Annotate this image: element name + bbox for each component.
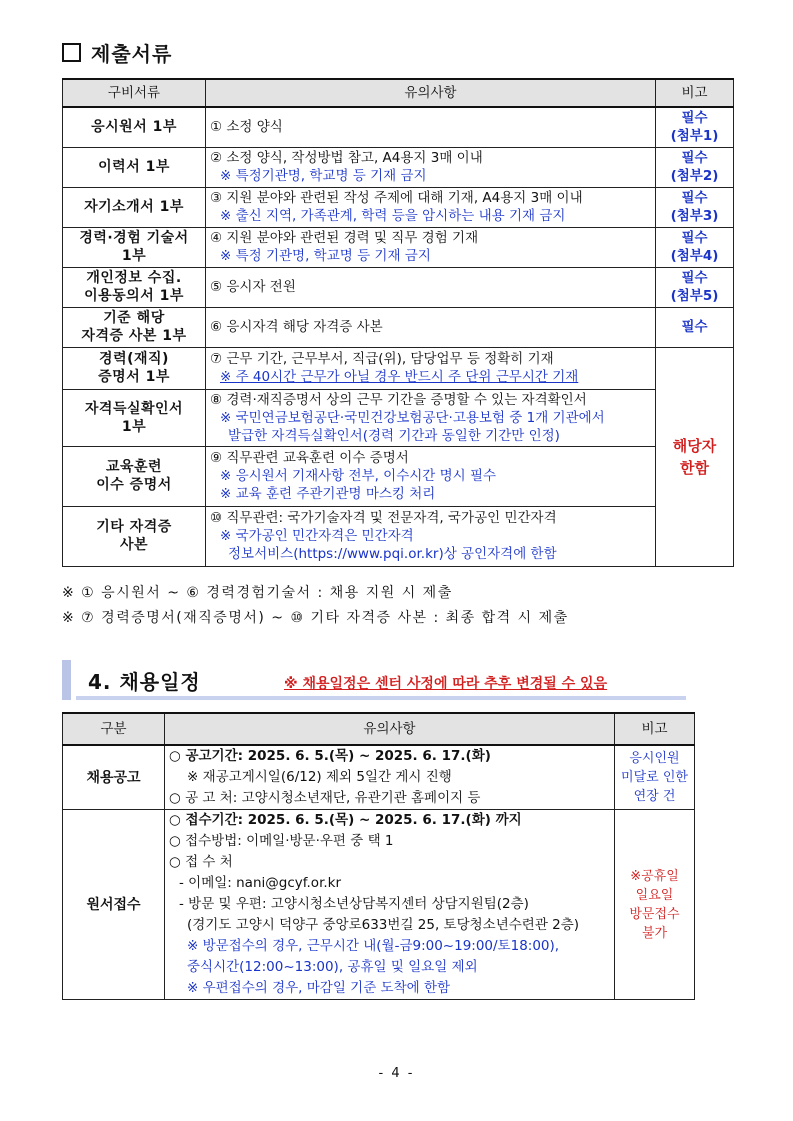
notice-line: ⑦ 근무 기간, 근무부서, 직급(위), 담당업무 등 정확히 기재 — [210, 351, 554, 367]
notice-line: ※ 재공고게시일(6/12) 제외 5일간 게시 진행 — [187, 769, 452, 785]
notice-line: ※ 국민연금보험공단·국민건강보험공단·고용보험 중 1개 기관에서 — [220, 409, 605, 426]
notice-line: ※ 교육 훈련 주관기관명 마스킹 처리 — [220, 486, 436, 502]
notice-line: ※ 국가공인 민간자격은 민간자격 — [220, 528, 414, 544]
document-name-cell — [63, 446, 206, 506]
remark-text: 미달로 인한 — [621, 770, 688, 785]
notice-line: ○ 접수기간: 2025. 6. 5.(목) ~ 2025. 6. 17.(화) 까지 — [169, 812, 522, 828]
notice-line: ○ 접 수 처 — [169, 854, 233, 870]
table-row — [63, 307, 734, 347]
notice-line: ※ 응시원서 기재사항 전부, 이수시간 명시 필수 — [220, 468, 497, 484]
page-number: - 4 - — [378, 1066, 415, 1081]
document-name-cell — [63, 147, 206, 187]
table-header-row — [63, 79, 734, 107]
notice-line: ② 소정 양식, 작성방법 참고, A4용지 3매 이내 — [210, 150, 483, 166]
column-header: 비고 — [656, 79, 734, 107]
document-name-cell — [63, 107, 206, 147]
notice-cell — [206, 107, 656, 147]
document-name: 자격득실확인서 — [84, 400, 184, 417]
document-name: 경력(재직) — [99, 351, 169, 367]
table-row — [63, 389, 734, 446]
notice-cell — [165, 745, 615, 810]
document-name-cell — [63, 506, 206, 566]
document-name-cell — [63, 267, 206, 307]
table-row — [63, 147, 734, 187]
remark-merged-cell — [656, 347, 734, 566]
remark-cell — [615, 810, 695, 1000]
table-row — [63, 745, 695, 810]
category-cell: 원서접수 — [63, 810, 165, 1000]
table-row — [63, 227, 734, 267]
remark-text: 필수 — [681, 319, 708, 335]
notice-line: 중식시간(12:00~13:00), 공휴일 및 일요일 제외 — [187, 959, 478, 975]
remark-text: (첨부5) — [670, 288, 719, 304]
table-row — [63, 347, 734, 389]
remark-text: 방문접수 — [629, 906, 680, 922]
remark-text: 해당자 — [672, 436, 717, 455]
document-name: 자기소개서 1부 — [84, 199, 184, 215]
notice-line: ※ 특정 기관명, 학교명 등 기재 금지 — [220, 248, 431, 264]
footnote: ※ ① 응시원서 ~ ⑥ 경력경험기술서 : 채용 지원 시 제출 — [62, 585, 453, 601]
document-name: 교육훈련 — [105, 459, 163, 475]
remark-text: 응시인원 — [629, 751, 680, 766]
remark-text: 필수 — [681, 190, 708, 206]
notice-line: ⑨ 직무관련 교육훈련 이수 증명서 — [210, 450, 409, 466]
notice-cell — [206, 307, 656, 347]
notice-line: ※ 특정기관명, 학교명 등 기재 금지 — [220, 168, 427, 184]
document-name: 개인정보 수집. — [86, 270, 182, 286]
document-name-cell — [63, 347, 206, 389]
table-row — [63, 107, 734, 147]
document-name: 기타 자격증 — [96, 519, 172, 535]
column-header: 유의사항 — [165, 713, 615, 745]
notice-cell — [206, 347, 656, 389]
notice-cell — [206, 147, 656, 187]
notice-line: ⑥ 응시자격 해당 자격증 사본 — [210, 319, 383, 335]
document-name: 응시원서 1부 — [91, 119, 177, 136]
column-header: 구비서류 — [63, 79, 206, 107]
notice-line: - 이메일: nani@gcyf.or.kr — [179, 875, 342, 891]
notice-line: ※ 우편접수의 경우, 마감일 기준 도착에 한함 — [187, 980, 451, 996]
document-name: 기준 해당 — [103, 310, 165, 326]
documents-table — [62, 78, 734, 567]
document-name: 경력·경험 기술서 — [79, 230, 189, 246]
remark-text: 필수 — [681, 150, 708, 166]
notice-line: ※ 주 40시간 근무가 아닐 경우 반드시 주 단위 근무시간 기재 — [220, 369, 579, 385]
remark-text: 필수 — [681, 110, 708, 127]
notice-line: ⑧ 경력·재직증명서 상의 근무 기간을 증명할 수 있는 자격확인서 — [210, 391, 587, 408]
remark-cell — [656, 147, 734, 187]
table-row — [63, 187, 734, 227]
remark-text: 연장 건 — [633, 789, 676, 804]
table-row — [63, 810, 695, 1000]
remark-text: ※공휴일 — [630, 868, 679, 884]
table-row — [63, 506, 734, 566]
notice-line: 발급한 자격득실확인서(경력 기간과 동일한 기간만 인정) — [228, 427, 560, 444]
notice-line: ④ 지원 분야와 관련된 경력 및 직무 경험 기재 — [210, 230, 479, 246]
table-row — [63, 267, 734, 307]
notice-cell — [206, 267, 656, 307]
notice-cell — [206, 446, 656, 506]
document-name: 이용동의서 1부 — [84, 288, 184, 304]
remark-cell — [656, 227, 734, 267]
document-name: 1부 — [121, 248, 147, 264]
notice-line: ① 소정 양식 — [210, 119, 283, 136]
notice-cell — [206, 187, 656, 227]
notice-line: - 방문 및 우편: 고양시청소년상담복지센터 상담지원팀(2층) — [179, 896, 529, 912]
heading-accent-bar — [62, 660, 71, 700]
document-name: 이력서 1부 — [98, 159, 170, 175]
column-header: 비고 — [615, 713, 695, 745]
document-name-cell — [63, 389, 206, 446]
remark-text: 한함 — [680, 458, 709, 477]
column-header: 유의사항 — [206, 79, 656, 107]
notice-cell — [165, 810, 615, 1000]
document-name: 자격증 사본 1부 — [81, 328, 187, 344]
remark-cell — [656, 187, 734, 227]
section-heading-schedule — [62, 660, 686, 700]
remark-text: (첨부1) — [670, 128, 719, 145]
remark-cell — [656, 107, 734, 147]
document-name-cell — [63, 187, 206, 227]
heading-note: ※ 채용일정은 센터 사정에 따라 추후 변경될 수 있음 — [284, 676, 608, 692]
remark-cell — [656, 267, 734, 307]
notice-line: ○ 접수방법: 이메일·방문·우편 중 택 1 — [169, 833, 394, 849]
checkbox-square-icon — [62, 43, 81, 62]
remark-text: (첨부2) — [670, 168, 719, 184]
notice-line: ⑩ 직무관련: 국가기술자격 및 전문자격, 국가공인 민간자격 — [210, 510, 557, 526]
table-row — [63, 446, 734, 506]
section-title: 제출서류 — [91, 42, 173, 66]
document-name: 사본 — [119, 537, 149, 553]
document-name-cell — [63, 307, 206, 347]
notice-cell — [206, 389, 656, 446]
document-name-cell — [63, 227, 206, 267]
document-name: 증명서 1부 — [98, 369, 170, 385]
document-name: 이수 증명서 — [96, 477, 172, 493]
notice-line: ※ 방문접수의 경우, 근무시간 내(월-금9:00~19:00/토18:00), — [187, 938, 560, 954]
notice-line: ③ 지원 분야와 관련된 작성 주제에 대해 기재, A4용지 3매 이내 — [210, 190, 583, 206]
remark-text: 필수 — [681, 270, 708, 286]
notice-line: 정보서비스(https://www.pqi.or.kr)상 공인자격에 한함 — [228, 546, 557, 562]
section-title: 4. 채용일정 — [88, 670, 201, 694]
schedule-table — [62, 712, 695, 1000]
heading-underline — [76, 696, 686, 700]
footnote: ※ ⑦ 경력증명서(재직증명서) ~ ⑩ 기타 자격증 사본 : 최종 합격 시 제출 — [62, 610, 569, 626]
column-header: 구분 — [63, 713, 165, 745]
notice-line: ○ 공 고 처: 고양시청소년재단, 유관기관 홈페이지 등 — [169, 790, 481, 806]
notice-line: ※ 출신 지역, 가족관계, 학력 등을 암시하는 내용 기재 금지 — [220, 208, 566, 224]
remark-text: (첨부4) — [670, 248, 719, 264]
document-name: 1부 — [121, 418, 147, 435]
category-cell: 채용공고 — [63, 745, 165, 810]
remark-cell — [615, 745, 695, 810]
notice-cell — [206, 227, 656, 267]
notice-line: ⑤ 응시자 전원 — [210, 279, 296, 295]
remark-text: 필수 — [681, 230, 708, 246]
remark-text: 불가 — [641, 925, 668, 941]
notice-line: ○ 공고기간: 2025. 6. 5.(목) ~ 2025. 6. 17.(화) — [169, 748, 491, 764]
remark-text: (첨부3) — [670, 208, 719, 224]
remark-text: 일요일 — [635, 887, 674, 903]
remark-cell — [656, 307, 734, 347]
table-header-row — [63, 713, 695, 745]
notice-cell — [206, 506, 656, 566]
notice-line: (경기도 고양시 덕양구 중앙로633번길 25, 토당청소년수련관 2층) — [187, 917, 580, 933]
section-heading-documents — [62, 38, 172, 67]
